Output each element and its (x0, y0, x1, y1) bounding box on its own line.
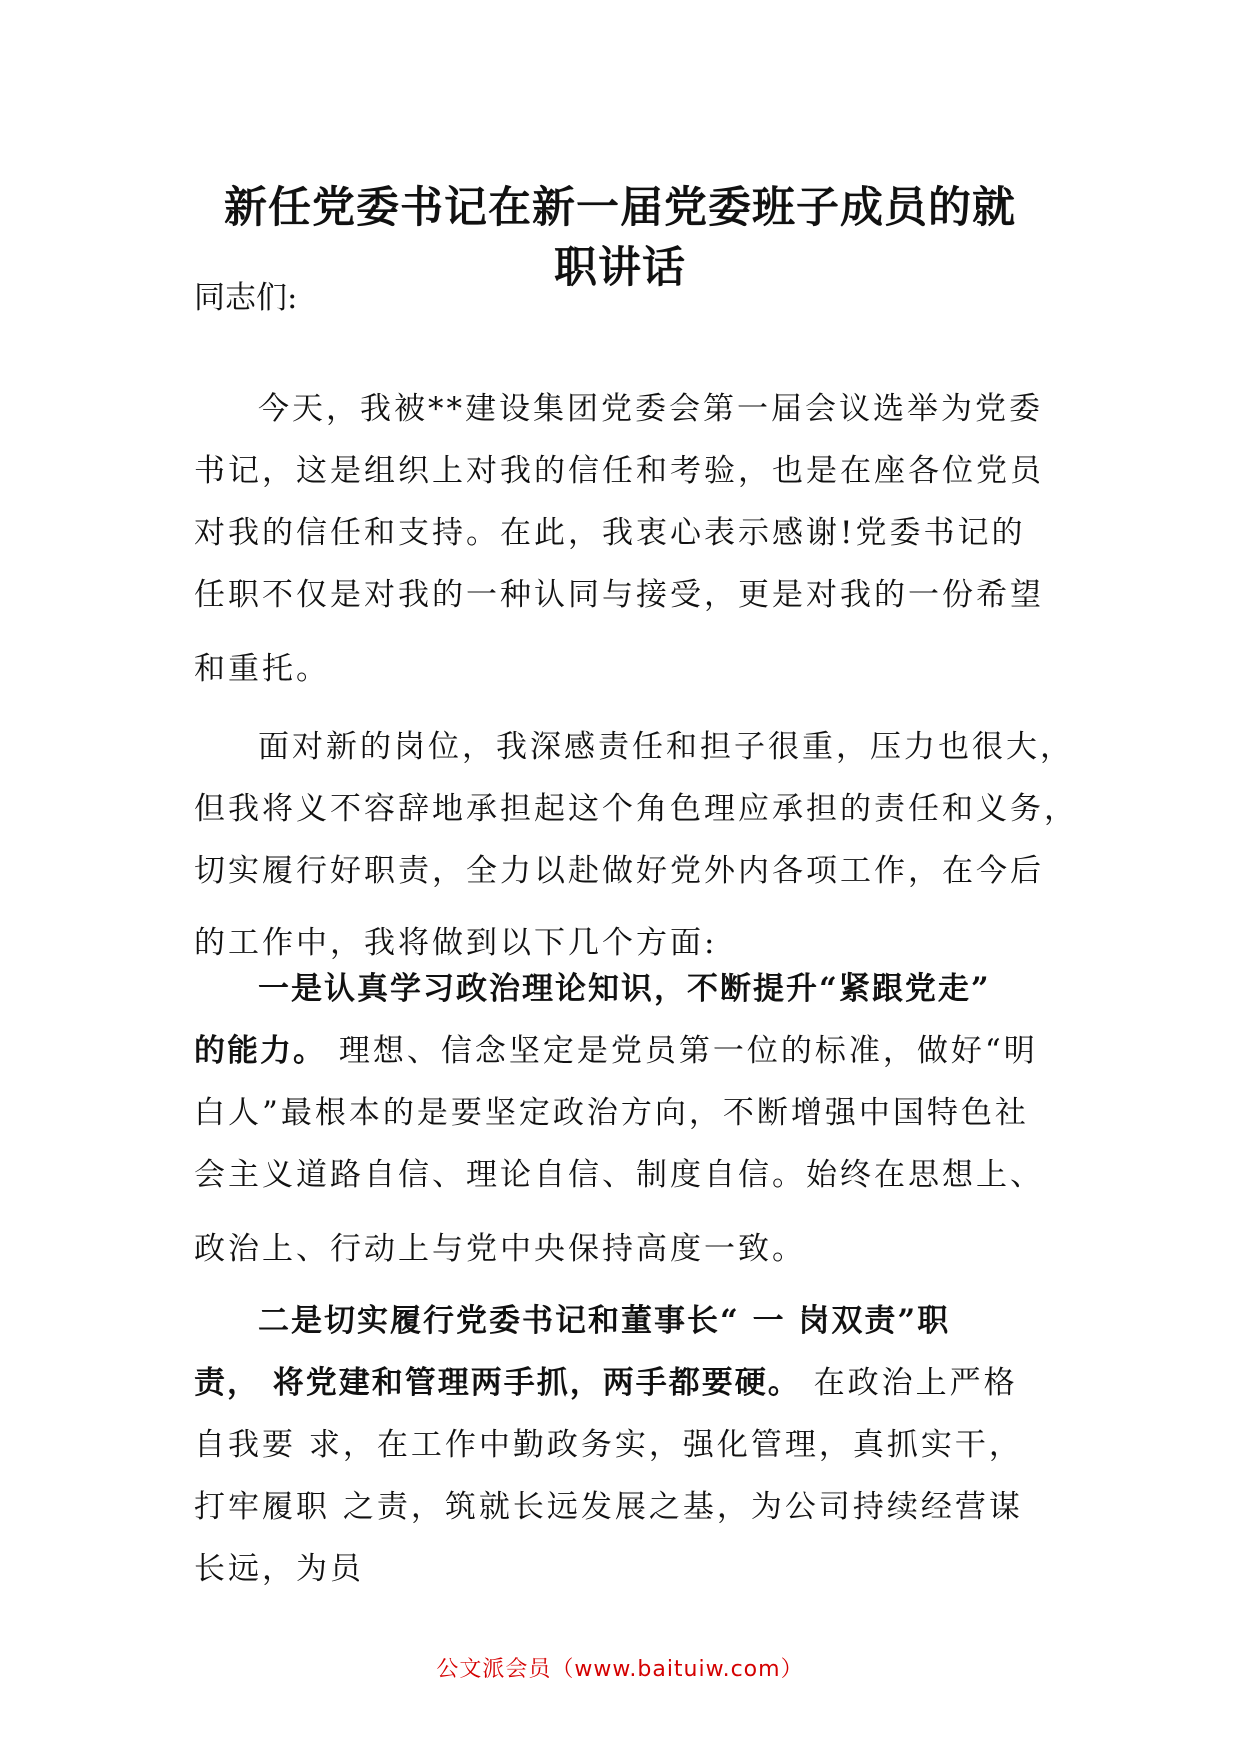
paragraph-line: 和重托。 (194, 651, 330, 687)
paragraph-line: 任职不仅是对我的一种认同与接受，更是对我的一份希望 (194, 577, 1044, 613)
point-heading-line: 责， 将党建和管理两手抓，两手都要硬。 (194, 1365, 801, 1401)
paragraph-text: 理想、信念坚定是党员第一位的标准，做好“明 (326, 1033, 1038, 1069)
paragraph-line: 自我要 求，在工作中勤政务实，强化管理，真抓实干， (194, 1427, 1023, 1463)
paragraph-line: 打牢履职 之责，筑就长远发展之基，为公司持续经营谋 (194, 1489, 1023, 1525)
paragraph-line: 切实履行好职责，全力以赴做好党外内各项工作，在今后 (194, 853, 1044, 889)
title-line-1: 新任党委书记在新一届党委班子成员的就 (224, 183, 1016, 233)
paragraph-line: 的工作中，我将做到以下几个方面: (194, 925, 718, 961)
salutation: 同志们: (194, 280, 298, 316)
point-heading-line: 二是切实履行党委书记和董事长“ 一 岗双责”职 (258, 1303, 951, 1339)
title-line-2: 职讲话 (554, 243, 686, 293)
paragraph-line: 会主义道路自信、理论自信、制度自信。始终在思想上、 (194, 1157, 1044, 1193)
paragraph-text: 在政治上严格 (800, 1365, 1018, 1401)
paragraph-line: 长远，为员 (194, 1551, 364, 1587)
paragraph-line: 今天，我被**建设集团党委会第一届会议选举为党委 (258, 391, 1043, 427)
point-heading-line: 的能力。 (194, 1033, 326, 1069)
paragraph-line: 面对新的岗位，我深感责任和担子很重，压力也很大， (258, 729, 1074, 765)
paragraph-line: 白人”最根本的是要坚定政治方向，不断增强中国特色社 (194, 1095, 1029, 1131)
paragraph-line (194, 1020, 1054, 1082)
paragraph-line (194, 1352, 1054, 1414)
paragraph-4 (194, 1290, 1054, 1600)
paragraph-2 (194, 716, 1078, 974)
point-heading-line: 一是认真学习政治理论知识，不断提升“紧跟党走” (258, 971, 991, 1007)
paragraph-line: 但我将义不容辞地承担起这个角色理应承担的责任和义务， (194, 791, 1078, 827)
paragraph-1 (194, 378, 1054, 700)
paragraph-line: 书记，这是组织上对我的信任和考验，也是在座各位党员 (194, 453, 1044, 489)
paragraph-line: 政治上、行动上与党中央保持高度一致。 (194, 1231, 806, 1267)
paragraph-3 (194, 958, 1054, 1280)
paragraph-line: 对我的信任和支持。在此，我衷心表示感谢!党委书记的 (194, 515, 1026, 551)
footer-watermark-link[interactable]: 公文派会员（www.baituiw.com） (436, 1657, 804, 1682)
